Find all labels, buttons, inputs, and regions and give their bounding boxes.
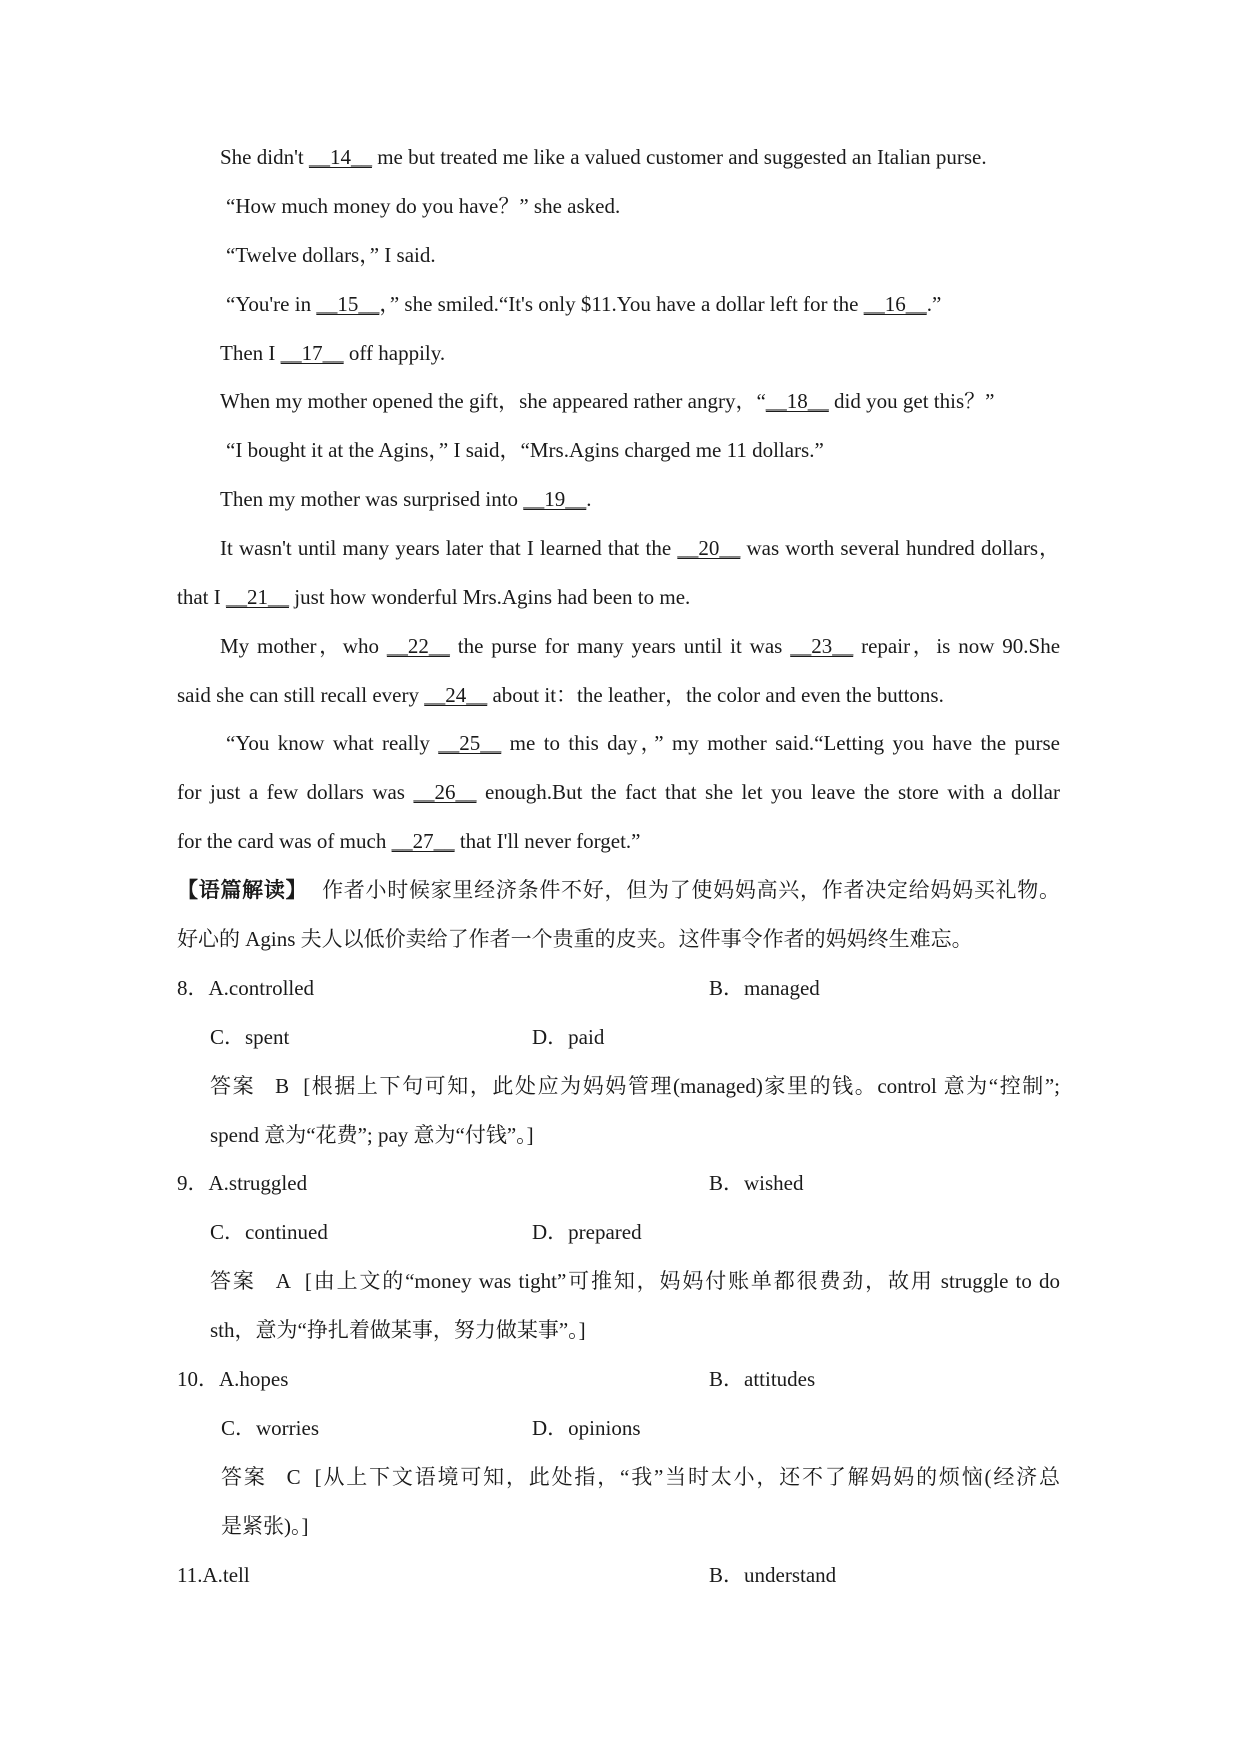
text: me to this day，” my mother said.“Letting you have the purse (501, 731, 1060, 755)
passage-line-26 (177, 777, 1060, 807)
question-8-answer-line-1 (210, 1071, 1060, 1101)
answer-key: A (275, 1269, 291, 1293)
text: Then I (220, 341, 281, 365)
text: “How much money do you have？” she asked. (226, 194, 621, 218)
option-d: D．opinions (532, 1416, 641, 1440)
option-b: B．attitudes (709, 1367, 816, 1391)
passage-line-how-much (226, 191, 620, 221)
passage-line-21 (177, 582, 690, 612)
text: the purse for many years until it was (449, 634, 791, 658)
text: . (586, 487, 592, 511)
option-c: C．worries (221, 1416, 319, 1440)
question-10-row-1 (177, 1364, 1077, 1394)
text: did you get this？” (828, 389, 995, 413)
passage-line-17 (220, 338, 445, 368)
text: My mother，who (220, 634, 387, 658)
passage-line-bought (226, 435, 824, 465)
option-a: A.struggled (208, 1171, 308, 1195)
question-number: 9． (177, 1171, 209, 1195)
passage-line-14 (220, 142, 987, 172)
answer-label: 答案 (210, 1269, 256, 1293)
question-10-row-2 (221, 1413, 1081, 1443)
text: “Twelve dollars，” I said. (226, 243, 436, 267)
text: said she can still recall every (177, 683, 425, 707)
passage-line-24 (177, 680, 944, 710)
blank-21: __21__ (225, 585, 289, 609)
text: that I'll never forget.” (454, 829, 641, 853)
passage-line-19 (220, 484, 592, 514)
text: enough.But the fact that she let you leave the store with a dollar (476, 780, 1060, 804)
answer-explanation: [由上文的“money was tight”可推知，妈妈付账单都很费劲，故用 struggle to do (304, 1269, 1060, 1293)
blank-25: __25__ (438, 731, 502, 755)
option-a: A.tell (202, 1563, 250, 1587)
reading-label: 【语篇解读】 (177, 878, 308, 902)
option-d: D．paid (532, 1025, 605, 1049)
text: “You know what really (226, 731, 439, 755)
blank-23: __23__ (790, 634, 854, 658)
answer-explanation: 是紧张)。] (221, 1514, 309, 1538)
blank-26: __26__ (413, 780, 477, 804)
reading-summary-line-2 (177, 924, 973, 954)
blank-14: __14__ (308, 145, 372, 169)
question-8-row-2 (210, 1022, 1070, 1052)
question-number: 10． (177, 1367, 219, 1391)
option-d: D．prepared (532, 1220, 642, 1244)
text: It wasn't until many years later that I learned that the (220, 536, 678, 560)
question-number: 11. (177, 1563, 203, 1587)
blank-18: __18__ (765, 389, 829, 413)
text: repair，is now 90.She (853, 634, 1061, 658)
answer-explanation: sth，意为“挣扎着做某事，努力做某事”。] (210, 1318, 586, 1342)
option-b: B．understand (709, 1563, 837, 1587)
blank-17: __17__ (280, 341, 344, 365)
text: When my mother opened the gift，she appeared rather angry，“ (220, 389, 766, 413)
reading-summary-line-1 (177, 875, 1060, 905)
option-c: C．continued (210, 1220, 328, 1244)
text: .” (926, 292, 942, 316)
text: was worth several hundred dollars， (740, 536, 1060, 560)
text: just how wonderful Mrs.Agins had been to me. (288, 585, 691, 609)
passage-line-15-16 (226, 289, 941, 319)
question-10-answer-line-1 (221, 1462, 1060, 1492)
answer-label: 答案 (221, 1465, 267, 1489)
reading-text: 好心的 Agins 夫人以低价卖给了作者一个贵重的皮夹。这件事令作者的妈妈终生难忘。 (177, 927, 973, 951)
blank-16: __16__ (863, 292, 927, 316)
passage-line-25 (226, 728, 1060, 758)
answer-explanation: spend 意为“花费”; pay 意为“付钱”。] (210, 1123, 534, 1147)
question-8-answer-line-2 (210, 1120, 534, 1150)
blank-15: __15__ (316, 292, 380, 316)
blank-22: __22__ (386, 634, 450, 658)
question-11-row-1 (177, 1560, 1077, 1590)
text: Then my mother was surprised into (220, 487, 524, 511)
reading-text: 作者小时候家里经济条件不好，但为了使妈妈高兴，作者决定给妈妈买礼物。 (321, 878, 1061, 902)
answer-label: 答案 (210, 1074, 256, 1098)
question-10-answer-line-2 (221, 1511, 309, 1541)
passage-line-22-23 (220, 631, 1060, 661)
question-8-row-1 (177, 973, 1077, 1003)
text: for the card was of much (177, 829, 392, 853)
option-a: A.hopes (219, 1367, 289, 1391)
passage-line-twelve (226, 240, 436, 270)
question-9-row-1 (177, 1168, 1077, 1198)
text: that I (177, 585, 226, 609)
blank-24: __24__ (424, 683, 488, 707)
text: off happily. (343, 341, 446, 365)
blank-19: __19__ (523, 487, 587, 511)
passage-line-27 (177, 826, 641, 856)
answer-explanation: [根据上下句可知，此处应为妈妈管理(managed)家里的钱。control 意为“控制”; (303, 1074, 1061, 1098)
question-number: 8． (177, 976, 209, 1000)
blank-27: __27__ (391, 829, 455, 853)
option-c: C．spent (210, 1025, 290, 1049)
blank-20: __20__ (677, 536, 741, 560)
text: about it：the leather，the color and even the buttons. (487, 683, 944, 707)
question-9-answer-line-2 (210, 1315, 586, 1345)
text: “You're in (226, 292, 317, 316)
answer-key: C (286, 1465, 301, 1489)
answer-key: B (275, 1074, 290, 1098)
text: “I bought it at the Agins，” I said，“Mrs.Agins charged me 11 dollars.” (226, 438, 824, 462)
text: for just a few dollars was (177, 780, 414, 804)
answer-explanation: [从上下文语境可知，此处指，“我”当时太小，还不了解妈妈的烦恼(经济总 (314, 1465, 1060, 1489)
option-b: B．wished (709, 1171, 804, 1195)
text: She didn't (220, 145, 309, 169)
question-9-row-2 (210, 1217, 1070, 1247)
option-b: B．managed (709, 976, 820, 1000)
text: me but treated me like a valued customer and suggested an Italian purse. (371, 145, 987, 169)
option-a: A.controlled (208, 976, 315, 1000)
passage-line-18 (220, 386, 994, 416)
question-9-answer-line-1 (210, 1266, 1060, 1296)
text: ，” she smiled.“It's only $11.You have a dollar left for the (379, 292, 864, 316)
passage-line-20 (220, 533, 1060, 563)
